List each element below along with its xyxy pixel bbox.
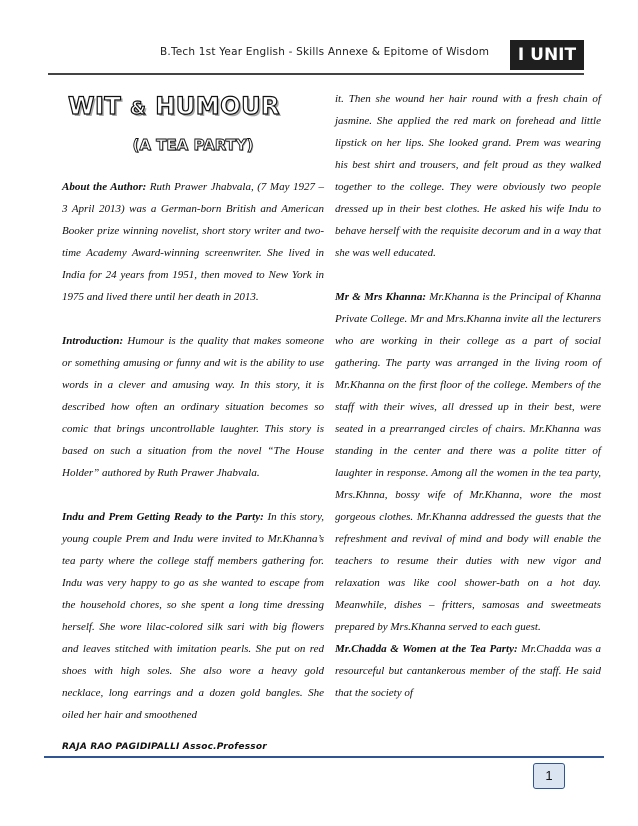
- khanna-heading: Mr & Mrs Khanna:: [335, 291, 427, 303]
- introduction-paragraph: [62, 330, 324, 484]
- unit-label: I UNIT: [510, 40, 584, 70]
- page-title: [68, 92, 324, 120]
- author-paragraph: [62, 176, 324, 308]
- page-subtitle: (A TEA PARTY): [132, 136, 254, 154]
- title-amp: &: [130, 98, 147, 119]
- page-number: 1: [533, 763, 565, 789]
- left-column: [62, 90, 324, 726]
- khanna-paragraph: [335, 286, 601, 638]
- header-rule: [48, 73, 584, 75]
- header-title: B.Tech 1st Year English - Skills Annexe & Epitome of Wisdom: [160, 46, 490, 58]
- author-heading: About the Author:: [62, 181, 147, 193]
- indu-prem-heading: Indu and Prem Getting Ready to the Party:: [62, 511, 264, 523]
- indu-prem-paragraph: [62, 506, 324, 726]
- title-humour: HUMOUR: [155, 92, 281, 120]
- title-wit: WIT: [68, 92, 122, 120]
- indu-prem-continued: it. Then she wound her hair round with a fresh chain of jasmine. She applied the red mark on forehead and little lipstick on her lips. She looked grand. Prem was wearing his best shirt and trousers, and felt proud as they walked together to the college. They were obviously two people dressed up in their best clothes. He asked his wife Indu to behave herself with the requisite decorum and in a way that she was well educated.: [335, 93, 601, 259]
- page-header: [0, 40, 638, 74]
- indu-prem-text: In this story, young couple Prem and Indu were invited to Mr.Khanna’s tea party where the college staff members gathering for. Indu was very happy to go as she wanted to escape from the household chores, so she spent a long time dressing herself. She wore lilac-colored silk sari with big flowers and leaves stitched with imitation pearls. She put on red shoes with high soles. She also wore a heavy gold necklace, long earrings and a dozen gold bangles. She oiled her hair and smoothened: [62, 511, 325, 721]
- footer-rule: [44, 756, 604, 758]
- khanna-text: Mr.Khanna is the Principal of Khanna Private College. Mr and Mrs.Khanna invite all the lecturers who are working in their college as a part of social gathering. The party was arranged in the living room of Mr.Khanna on the first floor of the college. Members of the staff with their wives, all dressed up in their best, were seated in a prearranged circles of chairs. Mr.Khanna was standing in the center and there was a polite titter of laughter in response. Among all the women in the tea party, Mrs.Khnna, bossy wife of Mr.Khanna, wore the most gorgeous clothes. Mr.Khanna addressed the guests that the refreshment and revival of mind and body will enable the teachers to resume their duties with new vigor and relaxation was like cool shower-bath on a hot day. Meanwhile, dishes – fritters, samosas and sweetmeats prepared by Mrs.Khanna served to each guest.: [335, 291, 601, 633]
- author-text: Ruth Prawer Jhabvala, (7 May 1927 – 3 April 2013) was a German-born British and American Booker prize winning novelist, short story writer and two-time Academy Award-winning screenwriter. She lived in India for 24 years from 1951, then moved to New York in 1975 and lived there until her death in 2013.: [62, 181, 324, 303]
- footer-author: RAJA RAO PAGIDIPALLI Assoc.Professor: [62, 742, 267, 752]
- right-column: [335, 88, 601, 704]
- chadda-heading: Mr.Chadda & Women at the Tea Party:: [335, 643, 518, 655]
- chadda-text: Mr.Chadda was a resourceful but cantankerous member of the staff. He said that the society of: [335, 643, 601, 699]
- introduction-text: Humour is the quality that makes someone or something amusing or funny and wit is the ability to use words in a clever and amusing way. In this story, it is described how often an ordinary situation becomes so comic that brings uncontrollable laughter. This story is based on such a situation from the novel “The House Holder” authored by Ruth Prawer Jhabvala.: [62, 335, 324, 479]
- introduction-heading: Introduction:: [62, 335, 124, 347]
- chadda-paragraph: [335, 638, 601, 704]
